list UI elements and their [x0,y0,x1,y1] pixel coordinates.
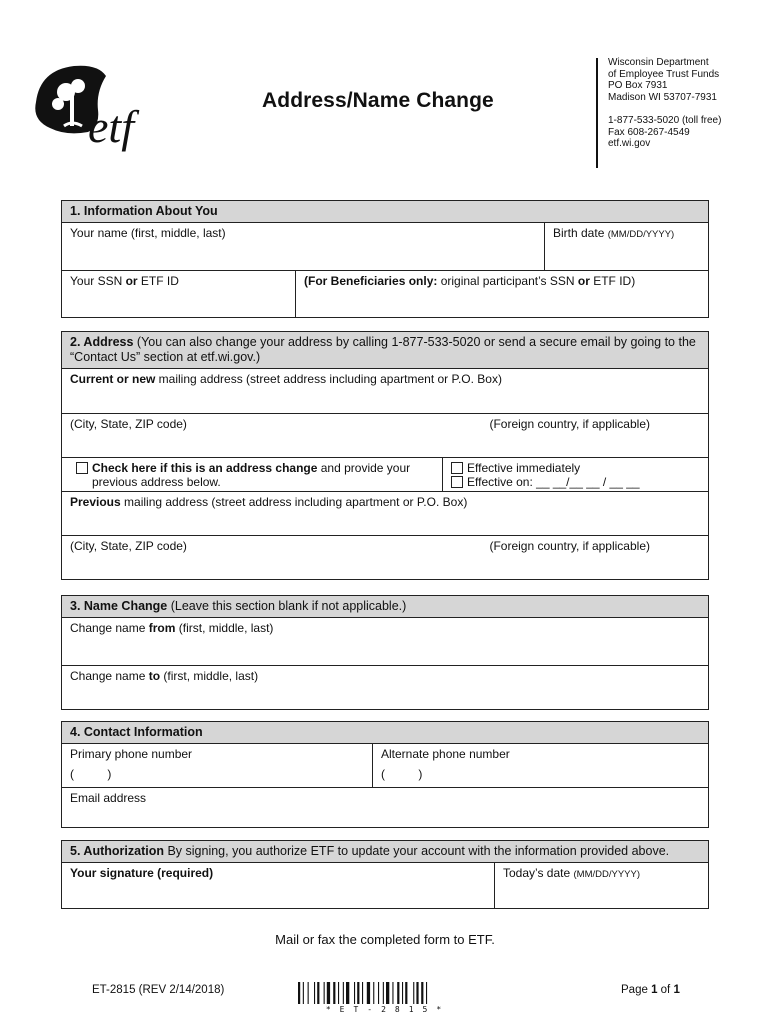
beneficiary-ssn-field[interactable] [295,271,708,317]
section-header: 2. Address (You can also change your address by calling 1-877-533-5020 or send a secure email by going to the “Contact Us” section at etf.wi.gov.) [62,332,708,369]
todays-date-field[interactable] [494,863,708,908]
field-label: (City, State, ZIP code) [70,417,187,431]
field-label: Your name (first, middle, last) [70,226,226,240]
checkbox-label: Effective immediately [467,461,581,475]
section-header: 3. Name Change (Leave this section blank if not applicable.) [62,596,708,618]
section-address [61,331,709,580]
field-label: to [148,669,161,683]
field-label: Change name [70,669,149,683]
field-label: mailing address (street address including apartment or P.O. Box) [155,372,502,386]
field-label: (first, middle, last) [175,621,274,635]
checkbox-label: and provide your [317,461,411,475]
field-label: Primary phone number [70,747,193,761]
field-label: Current or new [70,372,156,386]
ssn-field[interactable] [62,271,295,317]
alternate-phone-field[interactable] [372,744,708,787]
area-code-hint: ( ) [70,767,112,781]
field-label: Your signature (required) [70,866,214,880]
section-contact [61,721,709,828]
agency-fax: Fax 608-267-4549 [608,126,690,138]
effective-immediately-checkbox[interactable] [451,462,463,474]
field-label: (first, middle, last) [160,669,259,683]
agency-line: Wisconsin Department [608,57,709,68]
section-header: 4. Contact Information [62,722,708,744]
field-label: Previous [70,495,121,509]
signature-field[interactable] [62,863,494,908]
previous-address-field[interactable] [62,492,708,535]
name-to-field[interactable] [62,666,708,709]
agency-phone: 1-877-533-5020 (toll free) [608,115,722,126]
field-label: (Foreign country, if applicable) [489,417,650,431]
field-label: ETF ID [137,274,179,288]
barcode [298,982,478,1004]
field-label: from [148,621,176,635]
effective-on-checkbox[interactable] [451,476,463,488]
field-label: (For Beneficiaries only: [304,274,438,288]
effective-date-field: Effective on: __ __/__ __ / __ __ [467,475,640,489]
your-name-field[interactable] [62,223,544,270]
agency-line: PO Box 7931 [608,80,668,91]
agency-line: Madison WI 53707-7931 [608,91,717,103]
agency-line: of Employee Trust Funds [608,68,720,80]
primary-phone-field[interactable] [62,744,372,787]
field-label: Your SSN [70,274,126,288]
section-header: 1. Information About You [62,201,708,223]
barcode-text: *ET-2815* [325,1005,451,1014]
address-change-option [62,458,442,491]
email-field[interactable] [62,788,708,827]
page-number: Page 1 of 1 [621,984,680,996]
date-format-hint: (MM/DD/YYYY) [607,229,675,240]
mail-instruction: Mail or fax the completed form to ETF. [275,932,495,947]
effective-options [442,458,708,491]
field-label: original participant’s SSN [437,274,578,288]
birth-date-field[interactable] [544,223,708,270]
previous-city-field[interactable] [62,536,708,579]
current-city-field[interactable] [62,414,708,457]
address-change-checkbox[interactable] [76,462,88,474]
field-label: Alternate phone number [381,747,510,761]
etf-logo [26,62,166,152]
section-information [61,200,709,318]
field-label: or [577,274,590,288]
current-address-field[interactable] [62,369,708,413]
area-code-hint: ( ) [381,767,423,781]
header-divider [596,58,598,168]
checkbox-label: Check here if this is an address change [92,461,318,475]
section-name-change [61,595,709,710]
section-header: 5. Authorization By signing, you authorize ETF to update your account with the information provided above. [62,841,708,863]
field-label: Birth date [553,226,605,240]
field-label: (Foreign country, if applicable) [489,539,650,553]
name-from-field[interactable] [62,618,708,665]
svg-text:etf: etf [88,101,134,152]
checkbox-label: previous address below. [92,475,221,489]
field-label: ETF ID) [589,274,636,288]
field-label: or [125,274,138,288]
field-label: Today’s date [503,866,571,880]
field-label: (City, State, ZIP code) [70,539,187,553]
form-id: ET-2815 (REV 2/14/2018) [92,984,225,996]
section-authorization [61,840,709,909]
date-format-hint: (MM/DD/YYYY) [573,869,641,880]
field-label: mailing address (street address including apartment or P.O. Box) [120,495,468,509]
agency-address [608,57,721,150]
field-label: Email address [70,791,147,805]
page-title: Address/Name Change [262,89,494,112]
agency-web: etf.wi.gov [608,138,651,149]
field-label: Change name [70,621,149,635]
